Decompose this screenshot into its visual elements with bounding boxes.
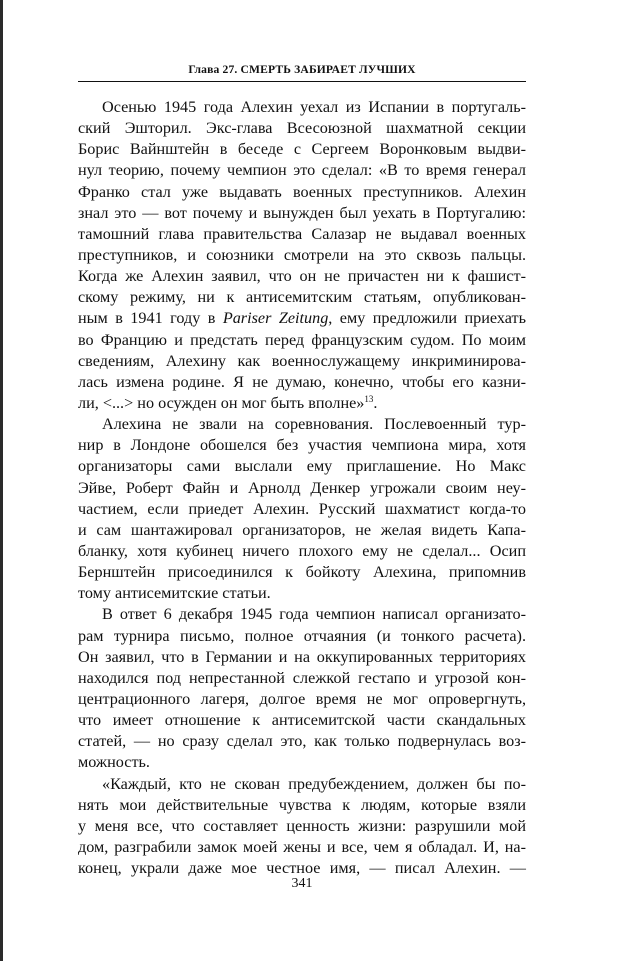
text-line: Франко стал уже выдавать военных преступников. Алехин xyxy=(78,182,526,201)
body-text xyxy=(78,97,526,879)
text-line: и сам шантажировал организаторов, не желая видеть Капа- xyxy=(78,520,526,539)
text-run: ным в 1941 году в xyxy=(78,309,223,328)
text-line: дом, разграбили замок моей жены и все, чем я обладал. И, на- xyxy=(78,837,526,856)
text-line: Бернштейн присоединился к бойкоту Алехина, припомнив xyxy=(78,563,526,582)
running-head: Глава 27. СМЕРТЬ ЗАБИРАЕТ ЛУЧШИХ xyxy=(188,63,416,76)
text-line: бланку, хотя кубинец ничего плохого ему не сделал... Осип xyxy=(78,541,526,560)
text-line: нул теорию, почему чемпион это сделал: «В то время генерал xyxy=(78,161,526,180)
text-run: , ему предложили приехать xyxy=(328,309,526,328)
text-line: В ответ 6 декабря 1945 года чемпион написал организато- xyxy=(102,605,526,624)
text-line: нир в Лондоне обошелся без участия чемпиона мира, хотя xyxy=(78,436,526,455)
text-line: Алехина не звали на соревнования. Послевоенный тур- xyxy=(102,415,526,434)
text-line: тому антисемитские статьи. xyxy=(78,584,271,603)
text-line: частием, если приедет Алехин. Русский шахматист когда-то xyxy=(78,499,526,518)
header-rule xyxy=(78,81,526,82)
text-line: у меня все, что составляет ценность жизни: разрушили мой xyxy=(78,816,526,835)
text-line: нять мои действительные чувства к людям, которые взяли xyxy=(78,795,526,814)
text-line: статей, — но сразу сделал это, как только подвернулась воз- xyxy=(78,732,526,751)
text-line: можность. xyxy=(78,753,150,772)
text-line: знал это — вот почему и вынужден был уехать в Португалию: xyxy=(78,203,526,222)
text-line: рам турнира письмо, полное отчаяния (и тонкого расчета). xyxy=(78,626,526,645)
text-line: Он заявил, что в Германии и на оккупированных территориях xyxy=(78,647,526,666)
footnote-reference: 13 xyxy=(364,393,374,404)
text-line-with-footnote xyxy=(78,393,526,414)
text-line: «Каждый, кто не скован предубеждением, должен бы по- xyxy=(102,774,526,793)
text-line: Осенью 1945 года Алехин уехал из Испании в португаль- xyxy=(102,98,526,116)
italic-newspaper-title: Pariser Zeitung xyxy=(222,309,329,328)
text-line: лась измена родине. Я не думаю, конечно, чтобы его казни- xyxy=(78,372,526,391)
page-number: 341 xyxy=(291,876,313,891)
text-line: Когда же Алехин заявил, что он не причастен ни к фашист- xyxy=(78,267,526,286)
text-line: во Францию и предстать перед французским судом. По моим xyxy=(78,330,526,349)
text-line: организаторы сами выслали ему приглашение. Но Макс xyxy=(78,457,526,476)
text-line: скому режиму, ни к антисемитским статьям, опубликован- xyxy=(78,288,526,307)
page-edge-shadow xyxy=(0,0,3,961)
text-line: Эйве, Роберт Файн и Арнолд Денкер угрожали своим неу- xyxy=(78,478,526,497)
text-run: ли, <...> но осужден он мог быть вполне» xyxy=(78,393,365,412)
text-line: тамошний глава правительства Салазар не выдавал военных xyxy=(78,224,526,243)
text-line: находился под непрестанной слежкой гестапо и угрозой кон- xyxy=(78,668,526,687)
text-line: конец, украли даже мое честное имя, — писал Алехин. — xyxy=(78,859,526,878)
text-line: преступников, и союзники смотрели на это сквозь пальцы. xyxy=(78,245,526,264)
text-line: Борис Вайнштейн в беседе с Сергеем Воронковым выдви- xyxy=(78,140,526,159)
period: . xyxy=(373,393,378,412)
text-line: центрационного лагеря, долгое время не мог опровергнуть, xyxy=(78,689,526,708)
text-line: что имеет отношение к антисемитской части скандальных xyxy=(78,711,526,730)
text-line-with-italic xyxy=(78,308,526,329)
text-line: ский Эшторил. Экс-глава Всесоюзной шахматной секции xyxy=(78,119,526,138)
text-line: сведениям, Алехину как военнослужащему инкриминирова- xyxy=(78,351,526,370)
